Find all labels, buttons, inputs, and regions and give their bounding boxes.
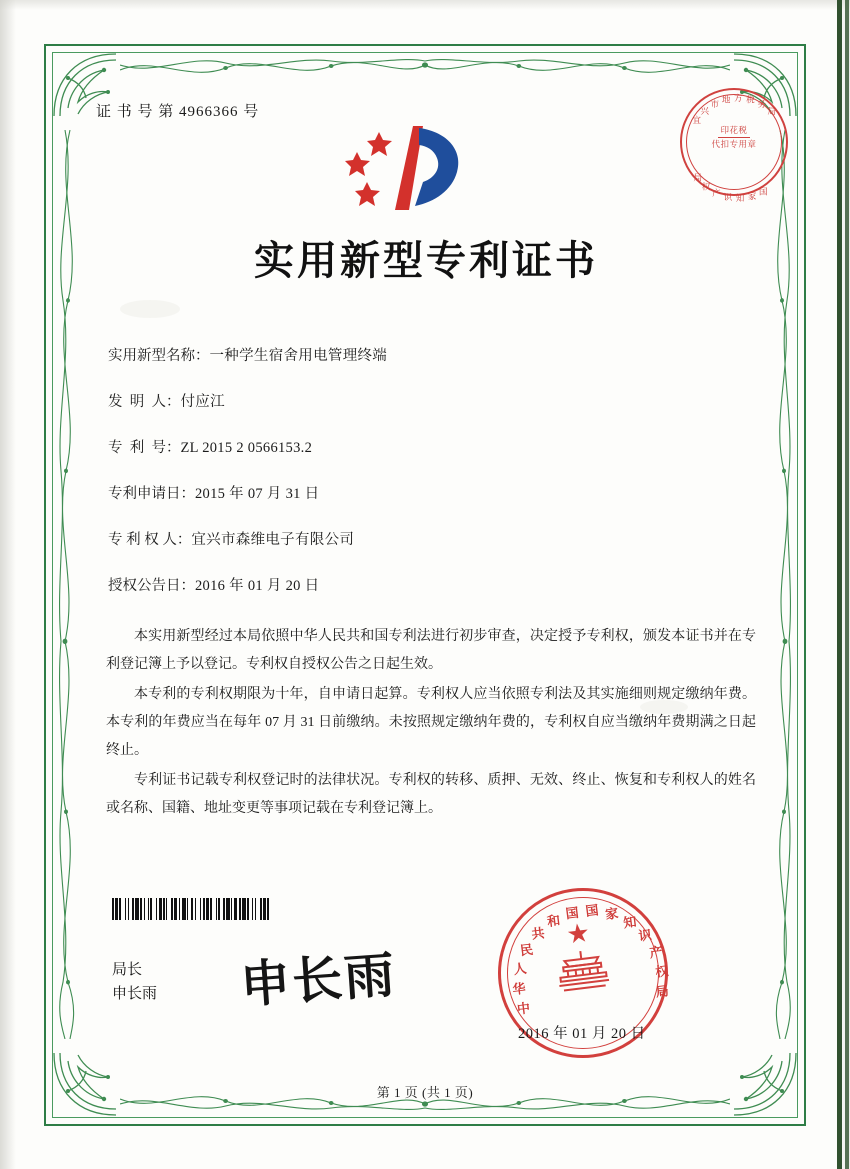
certificate-number: [96, 100, 762, 121]
field-value: 2016 年 01 月 20 日: [195, 578, 320, 594]
issue-date: 2016 年 01 月 20 日: [518, 1026, 646, 1042]
star-icon: ★: [564, 917, 592, 950]
paragraph-2: 本专利的专利权期限为十年，自申请日起算。专利权人应当依照专利法及其实施细则规定缴纳年费。本专利的年费应当在每年 07 月 31 日前缴纳。未按照规定缴纳年费的，专利权自应当缴纳年费期满之日起终止。: [106, 687, 756, 758]
stamp-line1: 印花税: [718, 124, 749, 138]
barcode: [112, 898, 337, 920]
scanner-gutter-bar-outer: [837, 0, 842, 1169]
director-label: 局长: [112, 962, 143, 978]
scanner-gutter-bar-inner: [845, 0, 849, 1169]
field-value: ZL 2015 2 0566153.2: [180, 440, 313, 456]
scan-shadow-left: [0, 0, 16, 1169]
field-value: 宜兴市森维电子有限公司: [191, 532, 355, 548]
certificate-number-value: 第 4966366 号: [158, 104, 260, 120]
field-label: 专利申请日：: [108, 486, 195, 502]
stamp-line2: 代扣专用章: [711, 139, 757, 149]
certificate-number-label: 证 书 号: [96, 104, 154, 120]
field-label: 专 利 号：: [108, 440, 181, 456]
field-row-application-date: [90, 482, 762, 503]
handwritten-signature: 申长雨: [238, 946, 399, 1014]
seal-arc-text: 中 华 人 民 共 和 国 国 家 知 识 产 权 局: [511, 902, 670, 1017]
field-label: 专 利 权 人：: [108, 532, 192, 548]
field-label: 授权公告日：: [108, 578, 195, 594]
field-value: 2015 年 07 月 31 日: [195, 486, 320, 502]
field-row-patent-number: [90, 436, 762, 457]
field-value: 一种学生宿舍用电管理终端: [209, 348, 388, 364]
ornament-vine-left: [52, 130, 78, 1039]
paragraph-1: 本实用新型经过本局依照中华人民共和国专利法进行初步审查，决定授予专利权，颁发本证书并在专利登记簿上予以登记。专利权自授权公告之日起生效。: [106, 629, 756, 672]
director-name: 申长雨: [112, 986, 158, 1002]
certificate-content: [90, 100, 762, 825]
field-value: 付应江: [180, 394, 225, 410]
barcode-bar: [269, 898, 271, 920]
field-row-grant-date: [90, 574, 762, 595]
ornament-vine-top: [120, 52, 730, 78]
page-footer: 第 1 页 (共 1 页): [376, 1085, 474, 1100]
field-row-name: [90, 344, 762, 365]
legal-text: [90, 623, 762, 823]
ornament-vine-right: [772, 130, 798, 1039]
field-list: [90, 344, 762, 595]
field-label: 实用新型名称：: [108, 348, 210, 364]
field-label: 发 明 人：: [108, 394, 181, 410]
field-row-patentee: [90, 528, 762, 549]
scan-shadow-top: [0, 0, 850, 10]
paragraph-3: 专利证书记载专利权登记时的法律状况。专利权的转移、质押、无效、终止、恢复和专利权人的姓名或名称、国籍、地址变更等事项记载在专利登记簿上。: [106, 773, 756, 816]
page-title: 实用新型专利证书: [254, 238, 598, 283]
stamp-arc-top-text: 宜 兴 市 地 方 税 务 局 国 家 知 识 产 权 局: [692, 93, 776, 203]
director-block: [112, 958, 157, 1006]
field-row-inventor: [90, 390, 762, 411]
